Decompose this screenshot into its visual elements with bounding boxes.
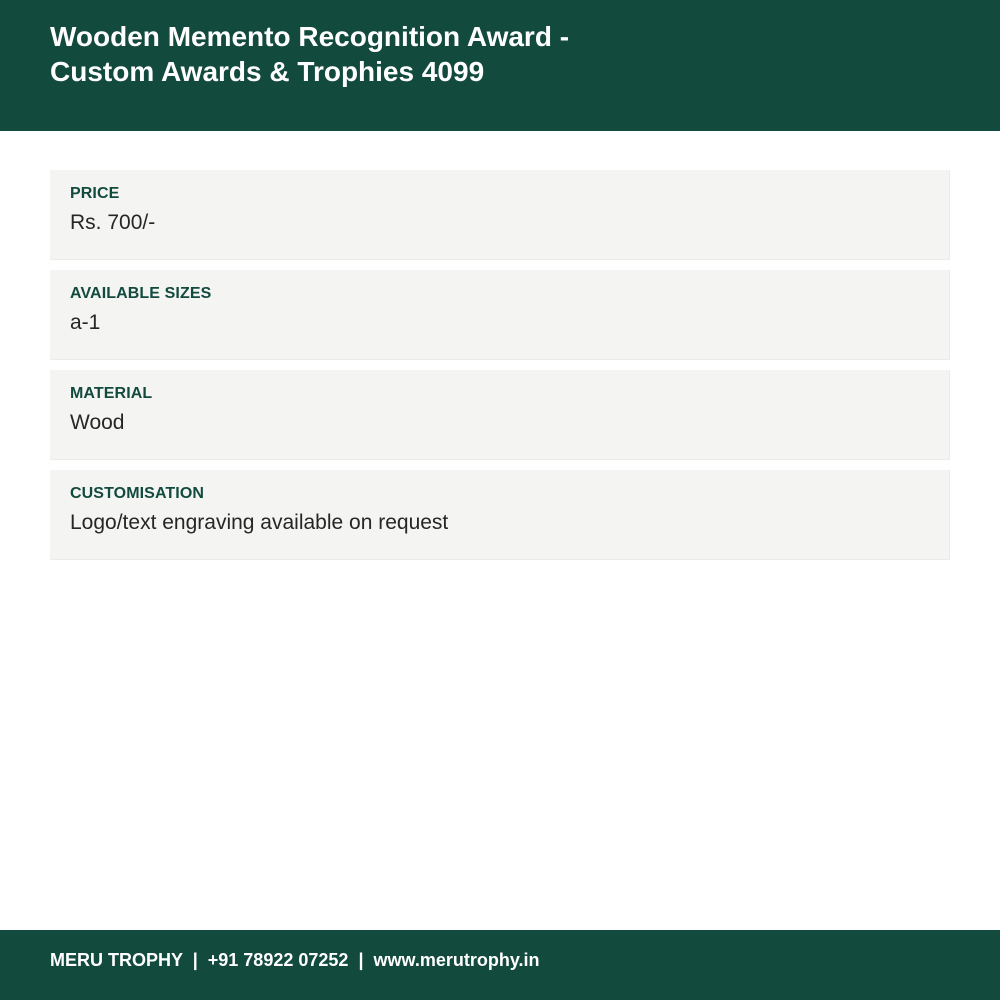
customisation-card bbox=[50, 470, 950, 560]
footer-brand: MERU TROPHY bbox=[50, 950, 183, 970]
available-sizes-value: a-1 bbox=[70, 311, 101, 334]
price-value: Rs. 700/- bbox=[70, 211, 156, 234]
footer-separator-2: | bbox=[358, 950, 364, 970]
material-label: MATERIAL bbox=[70, 385, 153, 402]
customisation-label: CUSTOMISATION bbox=[70, 485, 205, 502]
footer-phone: +91 78922 07252 bbox=[207, 950, 349, 970]
available-sizes-label: AVAILABLE SIZES bbox=[70, 285, 212, 302]
footer-separator-1: | bbox=[192, 950, 198, 970]
footer-contact-line bbox=[50, 949, 540, 971]
available-sizes-card bbox=[50, 270, 950, 360]
page-title bbox=[50, 19, 650, 89]
material-value: Wood bbox=[70, 411, 125, 434]
page-footer bbox=[0, 930, 1000, 1000]
page-title-line-2: Custom Awards & Trophies 4099 bbox=[50, 56, 485, 87]
price-card bbox=[50, 170, 950, 260]
price-label: PRICE bbox=[70, 185, 120, 202]
page-title-line-1: Wooden Memento Recognition Award - bbox=[50, 21, 570, 52]
material-card bbox=[50, 370, 950, 460]
footer-website: www.merutrophy.in bbox=[373, 950, 540, 970]
page-header bbox=[0, 0, 1000, 131]
customisation-value: Logo/text engraving available on request bbox=[70, 511, 449, 534]
